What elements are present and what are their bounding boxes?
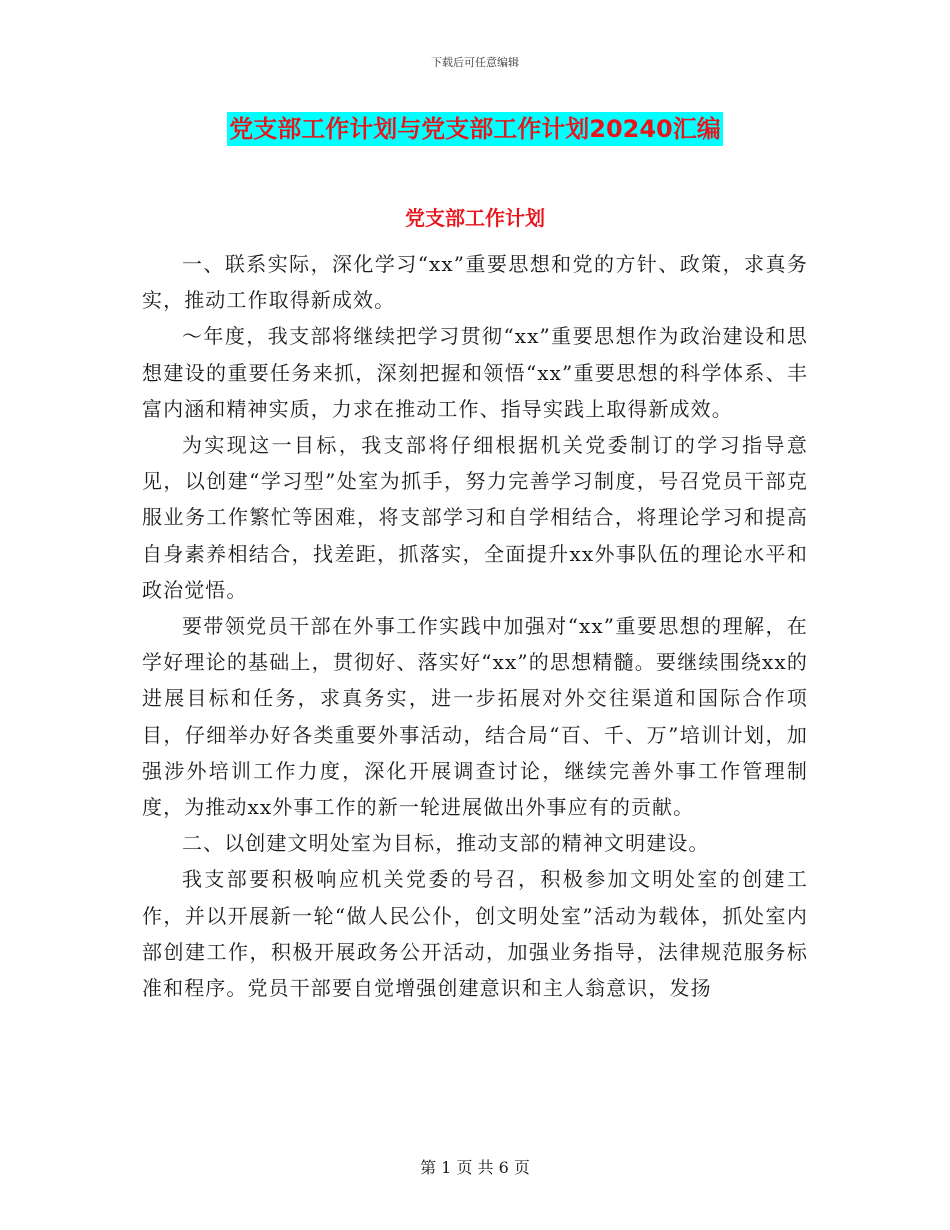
paragraph: 我支部要积极响应机关党委的号召，积极参加文明处室的创建工作，并以开展新一轮“做人民公仆，创文明处室”活动为载体，抓处室内部创建工作，积极开展政务公开活动，加强业务指导，法律规范服务标准和程序。党员干部要自觉增强创建意识和主人翁意识，发扬	[142, 867, 808, 1001]
paragraph: 要带领党员干部在外事工作实践中加强对“xx”重要思想的理解，在学好理论的基础上，贯彻好、落实好“xx”的思想精髓。要继续围绕xx的进展目标和任务，求真务实，进一步拓展对外交往渠道和国际合作项目，仔细举办好各类重要外事活动，结合局“百、千、万”培训计划，加强涉外培训工作力度，深化开展调查讨论，继续完善外事工作管理制度，为推动xx外事工作的新一轮进展做出外事应有的贡献。	[142, 614, 808, 820]
page-header-note: 下载后可任意编辑	[431, 56, 519, 69]
paragraph: 一、联系实际，深化学习“xx”重要思想和党的方针、政策，求真务实，推动工作取得新成效。	[142, 252, 808, 313]
document-title-container	[0, 112, 950, 146]
paragraph: 为实现这一目标，我支部将仔细根据机关党委制订的学习指导意见，以创建“学习型”处室为抓手，努力完善学习制度，号召党员干部克服业务工作繁忙等困难，将支部学习和自学相结合，将理论学习和提高自身素养相结合，找差距，抓落实，全面提升xx外事队伍的理论水平和政治觉悟。	[142, 433, 808, 602]
paragraph: 二、以创建文明处室为目标，推动支部的精神文明建设。	[182, 831, 710, 856]
document-title: 党支部工作计划与党支部工作计划20240汇编	[227, 112, 723, 146]
section-title: 党支部工作计划	[405, 206, 545, 230]
page-number: 第 1 页 共 6 页	[420, 1158, 530, 1177]
paragraph: ～年度，我支部将继续把学习贯彻“xx”重要思想作为政治建设和思想建设的重要任务来抓，深刻把握和领悟“xx”重要思想的科学体系、丰富内涵和精神实质，力求在推动工作、指导实践上取得新成效。	[142, 324, 808, 421]
document-body	[142, 246, 808, 1006]
